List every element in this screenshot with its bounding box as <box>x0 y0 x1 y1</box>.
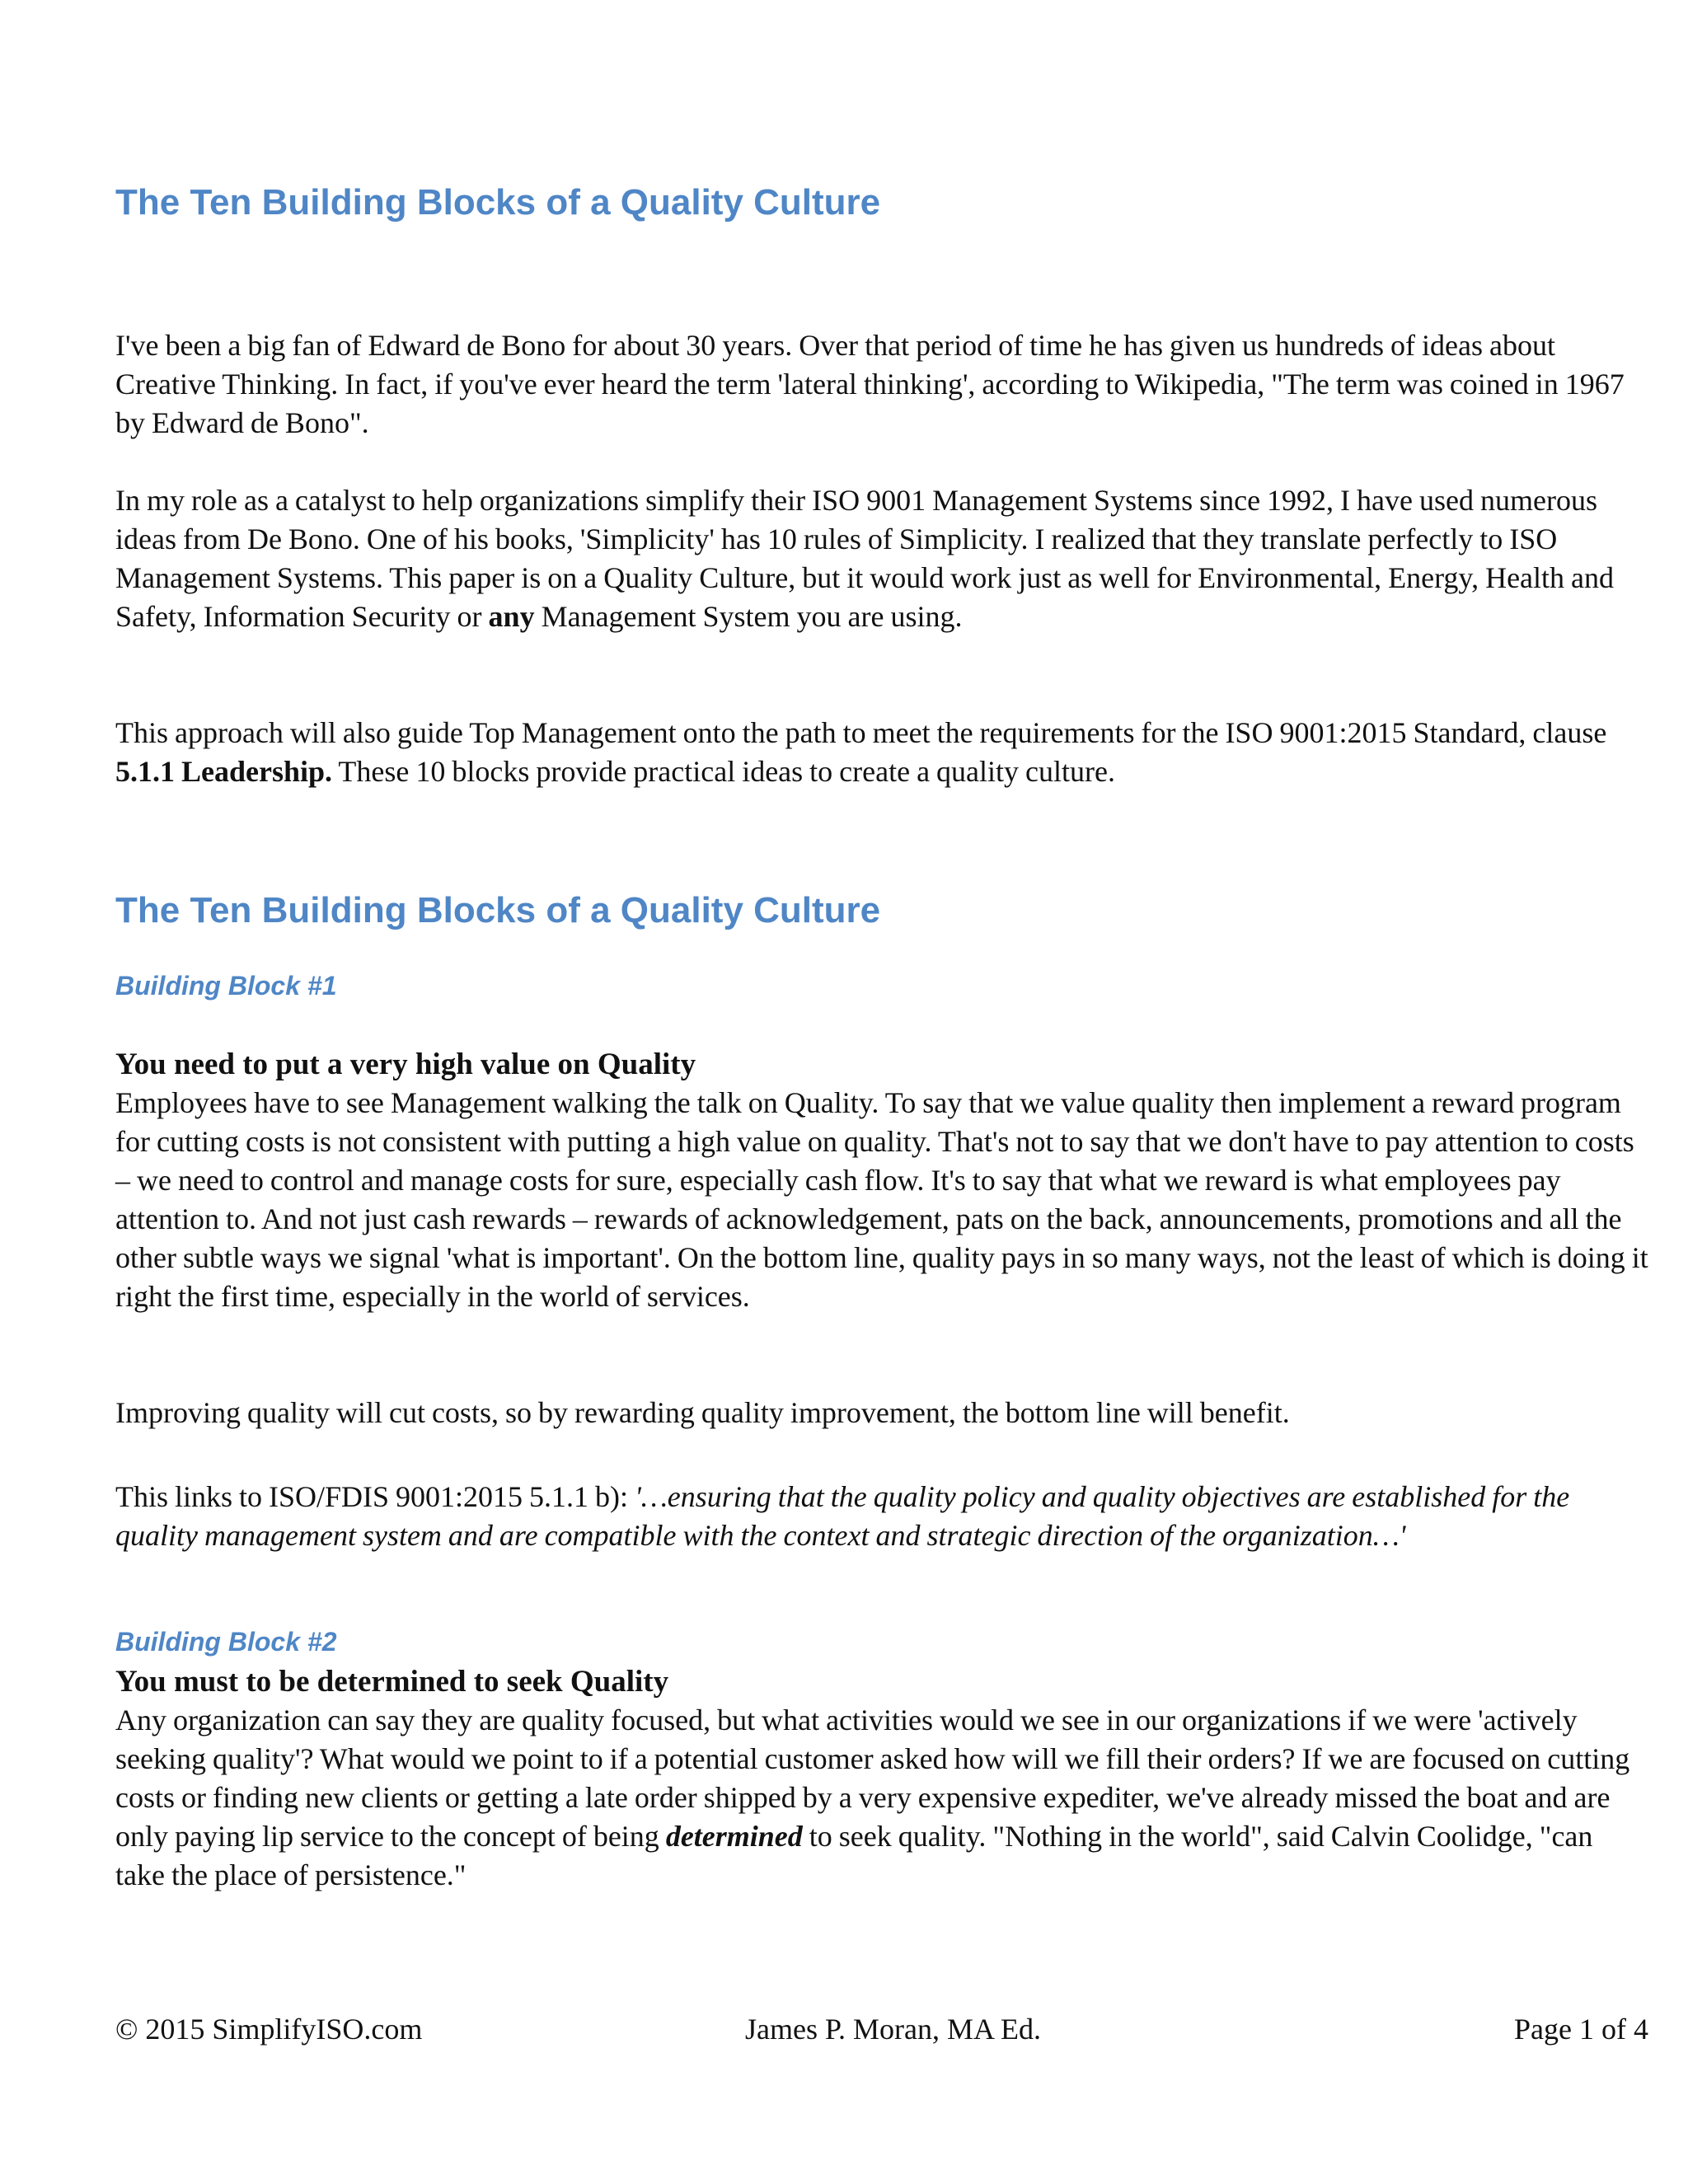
building-block-2-tail: to seek quality. "Nothing in the world", said Calvin Coolidge, "can take the place of persistence." <box>115 1820 1593 1891</box>
intro-paragraph-3-tail: These 10 blocks provide practical ideas to create a quality culture. <box>332 755 1115 788</box>
building-block-2-text: Any organization can say they are quality focused, but what activities would we see in our organizations if we were 'actively seeking quality'? What would we point to if a potential customer asked how will we fill their orders? If we are focused on cutting costs or finding new clients or getting a late order shipped by a very expensive expediter, we've already missed the boat and are only paying lip service to the concept of being <box>115 1704 1630 1853</box>
footer-author: James P. Moran, MA Ed. <box>745 2013 1041 2046</box>
building-block-2-emphasis: determined <box>665 1820 803 1853</box>
building-block-1-iso-link <box>115 1478 1648 1555</box>
intro-paragraph-3-clause: 5.1.1 Leadership. <box>115 755 333 788</box>
footer-copyright: © 2015 SimplifyISO.com <box>115 2013 423 2046</box>
intro-paragraph-3-text: This approach will also guide Top Management onto the path to meet the requirements for the ISO 9001:2015 Standard, clause <box>115 716 1607 749</box>
iso-link-prefix: This links to ISO/FDIS 9001:2015 5.1.1 b): <box>115 1480 635 1513</box>
building-block-1-heading: You need to put a very high value on Quality <box>115 1047 696 1081</box>
building-block-1-paragraph-2: Improving quality will cut costs, so by rewarding quality improvement, the bottom line will benefit. <box>115 1396 1290 1429</box>
building-block-2-label: Building Block #2 <box>115 1627 337 1657</box>
section-heading: The Ten Building Blocks of a Quality Culture <box>115 890 881 930</box>
footer-page-number: Page 1 of 4 <box>1514 2013 1648 2046</box>
intro-paragraph-2 <box>115 481 1648 636</box>
document-title: The Ten Building Blocks of a Quality Culture <box>115 182 881 223</box>
building-block-1-label: Building Block #1 <box>115 971 337 1001</box>
intro-paragraph-1: I've been a big fan of Edward de Bono for about 30 years. Over that period of time he has given us hundreds of ideas about Creative Thinking. In fact, if you've ever heard the term 'lateral thinking', according to Wikipedia, "The term was coined in 1967 by Edward de Bono". <box>115 329 1625 439</box>
intro-paragraph-3 <box>115 714 1648 791</box>
intro-paragraph-2-emphasis: any <box>488 600 535 633</box>
intro-paragraph-2-text: In my role as a catalyst to help organizations simplify their ISO 9001 Management Systems since 1992, I have used numerous ideas from De Bono. One of his books, 'Simplicity' has 10 rules of Simplicity. I realized that they translate perfectly to ISO Management Systems. This paper is on a Quality Culture, but it would work just as well for Environmental, Energy, Health and Safety, Information Security or <box>115 484 1615 633</box>
building-block-2-heading: You must to be determined to seek Quality <box>115 1665 669 1699</box>
intro-paragraph-2-tail: Management System you are using. <box>534 600 963 633</box>
iso-link-quote: '…ensuring that the quality policy and quality objectives are established for the quality management system and are compatible with the context and strategic direction of the organization…' <box>115 1480 1570 1552</box>
building-block-1-paragraph-1: Employees have to see Management walking the talk on Quality. To say that we value quality then implement a reward program for cutting costs is not consistent with putting a high value on quality. That's not to say that we don't have to pay attention to costs – we need to control and manage costs for sure, especially cash flow. It's to say that what we reward is what employees pay attention to. And not just cash rewards – rewards of acknowledgement, pats on the back, announcements, promotions and all the other subtle ways we signal 'what is important'. On the bottom line, quality pays in so many ways, not the least of which is doing it right the first time, especially in the world of services. <box>115 1086 1648 1313</box>
building-block-2-paragraph-1 <box>115 1701 1648 1895</box>
